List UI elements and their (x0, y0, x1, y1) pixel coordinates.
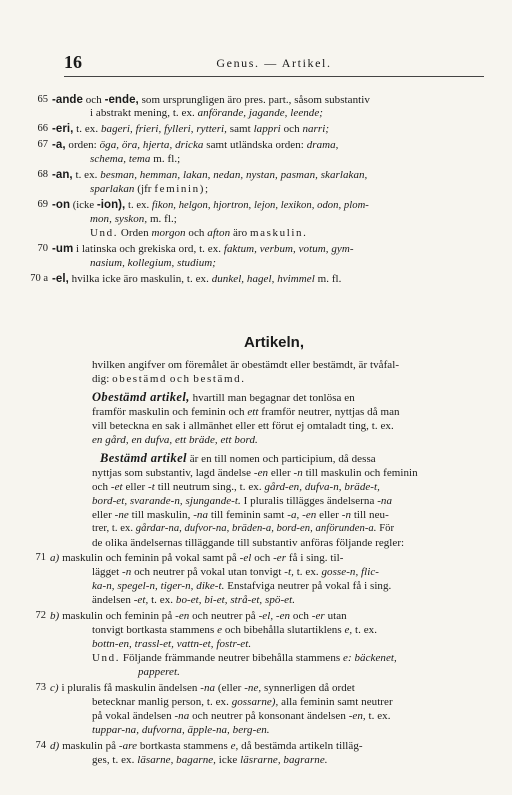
page-header (64, 52, 484, 74)
rule-73-line: tuppar-na, dufvorna, äpple-na, berg-en. (92, 724, 270, 736)
entry-66: -eri, t. ex. bageri, frieri, fylleri, rytteri, samt lappri och narri; (52, 123, 330, 135)
entry-69-note: Und. Orden morgon och afton äro maskulin. (90, 227, 308, 239)
entry-70a: -el, hvilka icke äro maskulin, t. ex. dunkel, hagel, hvimmel m. fl. (52, 273, 342, 285)
rule-71-line: ändelsen -et, t. ex. bo-et, bi-et, strå-et, spö-et. (92, 594, 296, 606)
intro-line: hvilken angifver om föremålet är obestämdt eller bestämdt, är tvåfal- (92, 359, 400, 371)
entry-number: 69 (37, 199, 48, 210)
entry-number: 65 (37, 94, 48, 105)
page-number: 16 (64, 52, 82, 72)
rule-72-line: bottn-en, trassl-et, vattn-et, fostr-et. (92, 638, 252, 650)
rule-72: b) maskulin och feminin på -en och neutrer på -el, -en och -er utan (50, 610, 347, 622)
bestamd-line: de olika ändelsernas tilläggande till substantiv anföras följande regler: (92, 537, 405, 549)
entry-number: 67 (37, 139, 48, 150)
rule-72-line: tonvigt bortkasta stammens e och bibehålla slutartiklens e, t. ex. (92, 624, 378, 636)
header-rule (64, 76, 484, 77)
section-heading: Artikeln, (243, 334, 304, 351)
obestamd-line: en gård, en dufva, ett bräde, ett bord. (92, 434, 258, 446)
entry-number: 70 a (30, 273, 48, 284)
obestamd-line: framför maskulin och feminin och ett framför neutrer, nyttjas då man (92, 406, 400, 418)
obestamd-line: Obestämd artikel, hvartill man begagnar det tonlösa en (92, 390, 355, 404)
bestamd-line: trer, t. ex. gårdar-na, dufvor-na, bräden-a, bord-en, anförunden-a. För (92, 523, 395, 534)
rule-number: 74 (35, 740, 46, 751)
rule-72-line: papperet. (138, 666, 180, 678)
rule-73-line: betecknar manlig person, t. ex. gossarne), alla feminin samt neutrer (92, 696, 393, 708)
obestamd-line: vill beteckna en sak i allmänhet eller ett förut ej omtaladt ting, t. ex. (92, 420, 394, 432)
intro-line: dig: obestämd och bestämd. (92, 373, 246, 385)
entry-70: -um i latinska och grekiska ord, t. ex. faktum, verbum, votum, gym- (52, 243, 354, 255)
rule-71: a) maskulin och feminin på vokal samt på -el och -er få i sing. til- (50, 552, 344, 564)
entry-65-cont: i abstrakt mening, t. ex. anförande, jagande, leende; (90, 107, 323, 119)
entry-68-cont: sparlakan (jfr feminin); (90, 183, 210, 195)
rule-74-line: ges, t. ex. läsarne, bagarne, icke läsrarne, bagrarne. (92, 754, 328, 766)
bestamd-line: Bestämd artikel är en till nomen och participium, då dessa (100, 451, 376, 465)
rule-73-line: på vokal ändelsen -na och neutrer på konsonant ändelsen -en, t. ex. (92, 710, 391, 722)
entry-67: -a, orden: öga, öra, hjerta, dricka samt utländska orden: drama, (52, 139, 339, 151)
rule-71-line: ka-n, spegel-n, tiger-n, dike-t. Enstafviga neutrer på vokal få i sing. (92, 580, 392, 592)
entry-68: -an, t. ex. besman, hemman, lakan, nedan, nystan, pasman, skarlakan, (52, 169, 368, 181)
entry-67-cont: schema, tema m. fl.; (90, 153, 181, 165)
rule-74: d) maskulin på -are bortkasta stammens e, då bestämda artikeln tilläg- (50, 740, 363, 752)
running-title: Genus. — Artikel. (216, 56, 332, 70)
rule-number: 71 (35, 552, 46, 563)
rule-number: 72 (35, 610, 46, 621)
bestamd-line: eller -ne till maskulin, -na till feminin samt -a, -en eller -n till neu- (92, 509, 389, 521)
entry-69: -on (icke -ion), t. ex. fikon, helgon, hjortron, lejon, lexikon, odon, plom- (52, 199, 369, 211)
entry-number: 68 (37, 169, 48, 180)
entry-number: 70 (37, 243, 48, 254)
bestamd-line: bord-et, svarande-n, sjungande-t. I pluralis tillägges ändelserna -na (92, 495, 393, 507)
entry-70-cont: nasium, kollegium, studium; (90, 257, 217, 269)
bestamd-line: och -et eller -t till neutrum sing., t. ex. gård-en, dufva-n, bräde-t, (92, 481, 380, 493)
entry-69-cont: mon, syskon, m. fl.; (90, 213, 177, 225)
entry-number: 66 (37, 123, 48, 134)
entry-65: -ande och -ende, som ursprungligen äro pres. part., såsom substantiv (52, 94, 370, 106)
rule-73: c) i pluralis få maskulin ändelsen -na (eller -ne, synnerligen då ordet (50, 682, 355, 694)
rule-72-line: Und. Följande främmande neutrer bibehålla stammens e: bäckenet, (92, 652, 397, 664)
rule-number: 73 (35, 682, 46, 693)
rule-71-line: lägget -n och neutrer på vokal utan tonvigt -t, t. ex. gosse-n, flic- (92, 566, 380, 578)
bestamd-line: nyttjas som substantiv, lagd ändelse -en eller -n till maskulin och feminin (92, 467, 418, 479)
